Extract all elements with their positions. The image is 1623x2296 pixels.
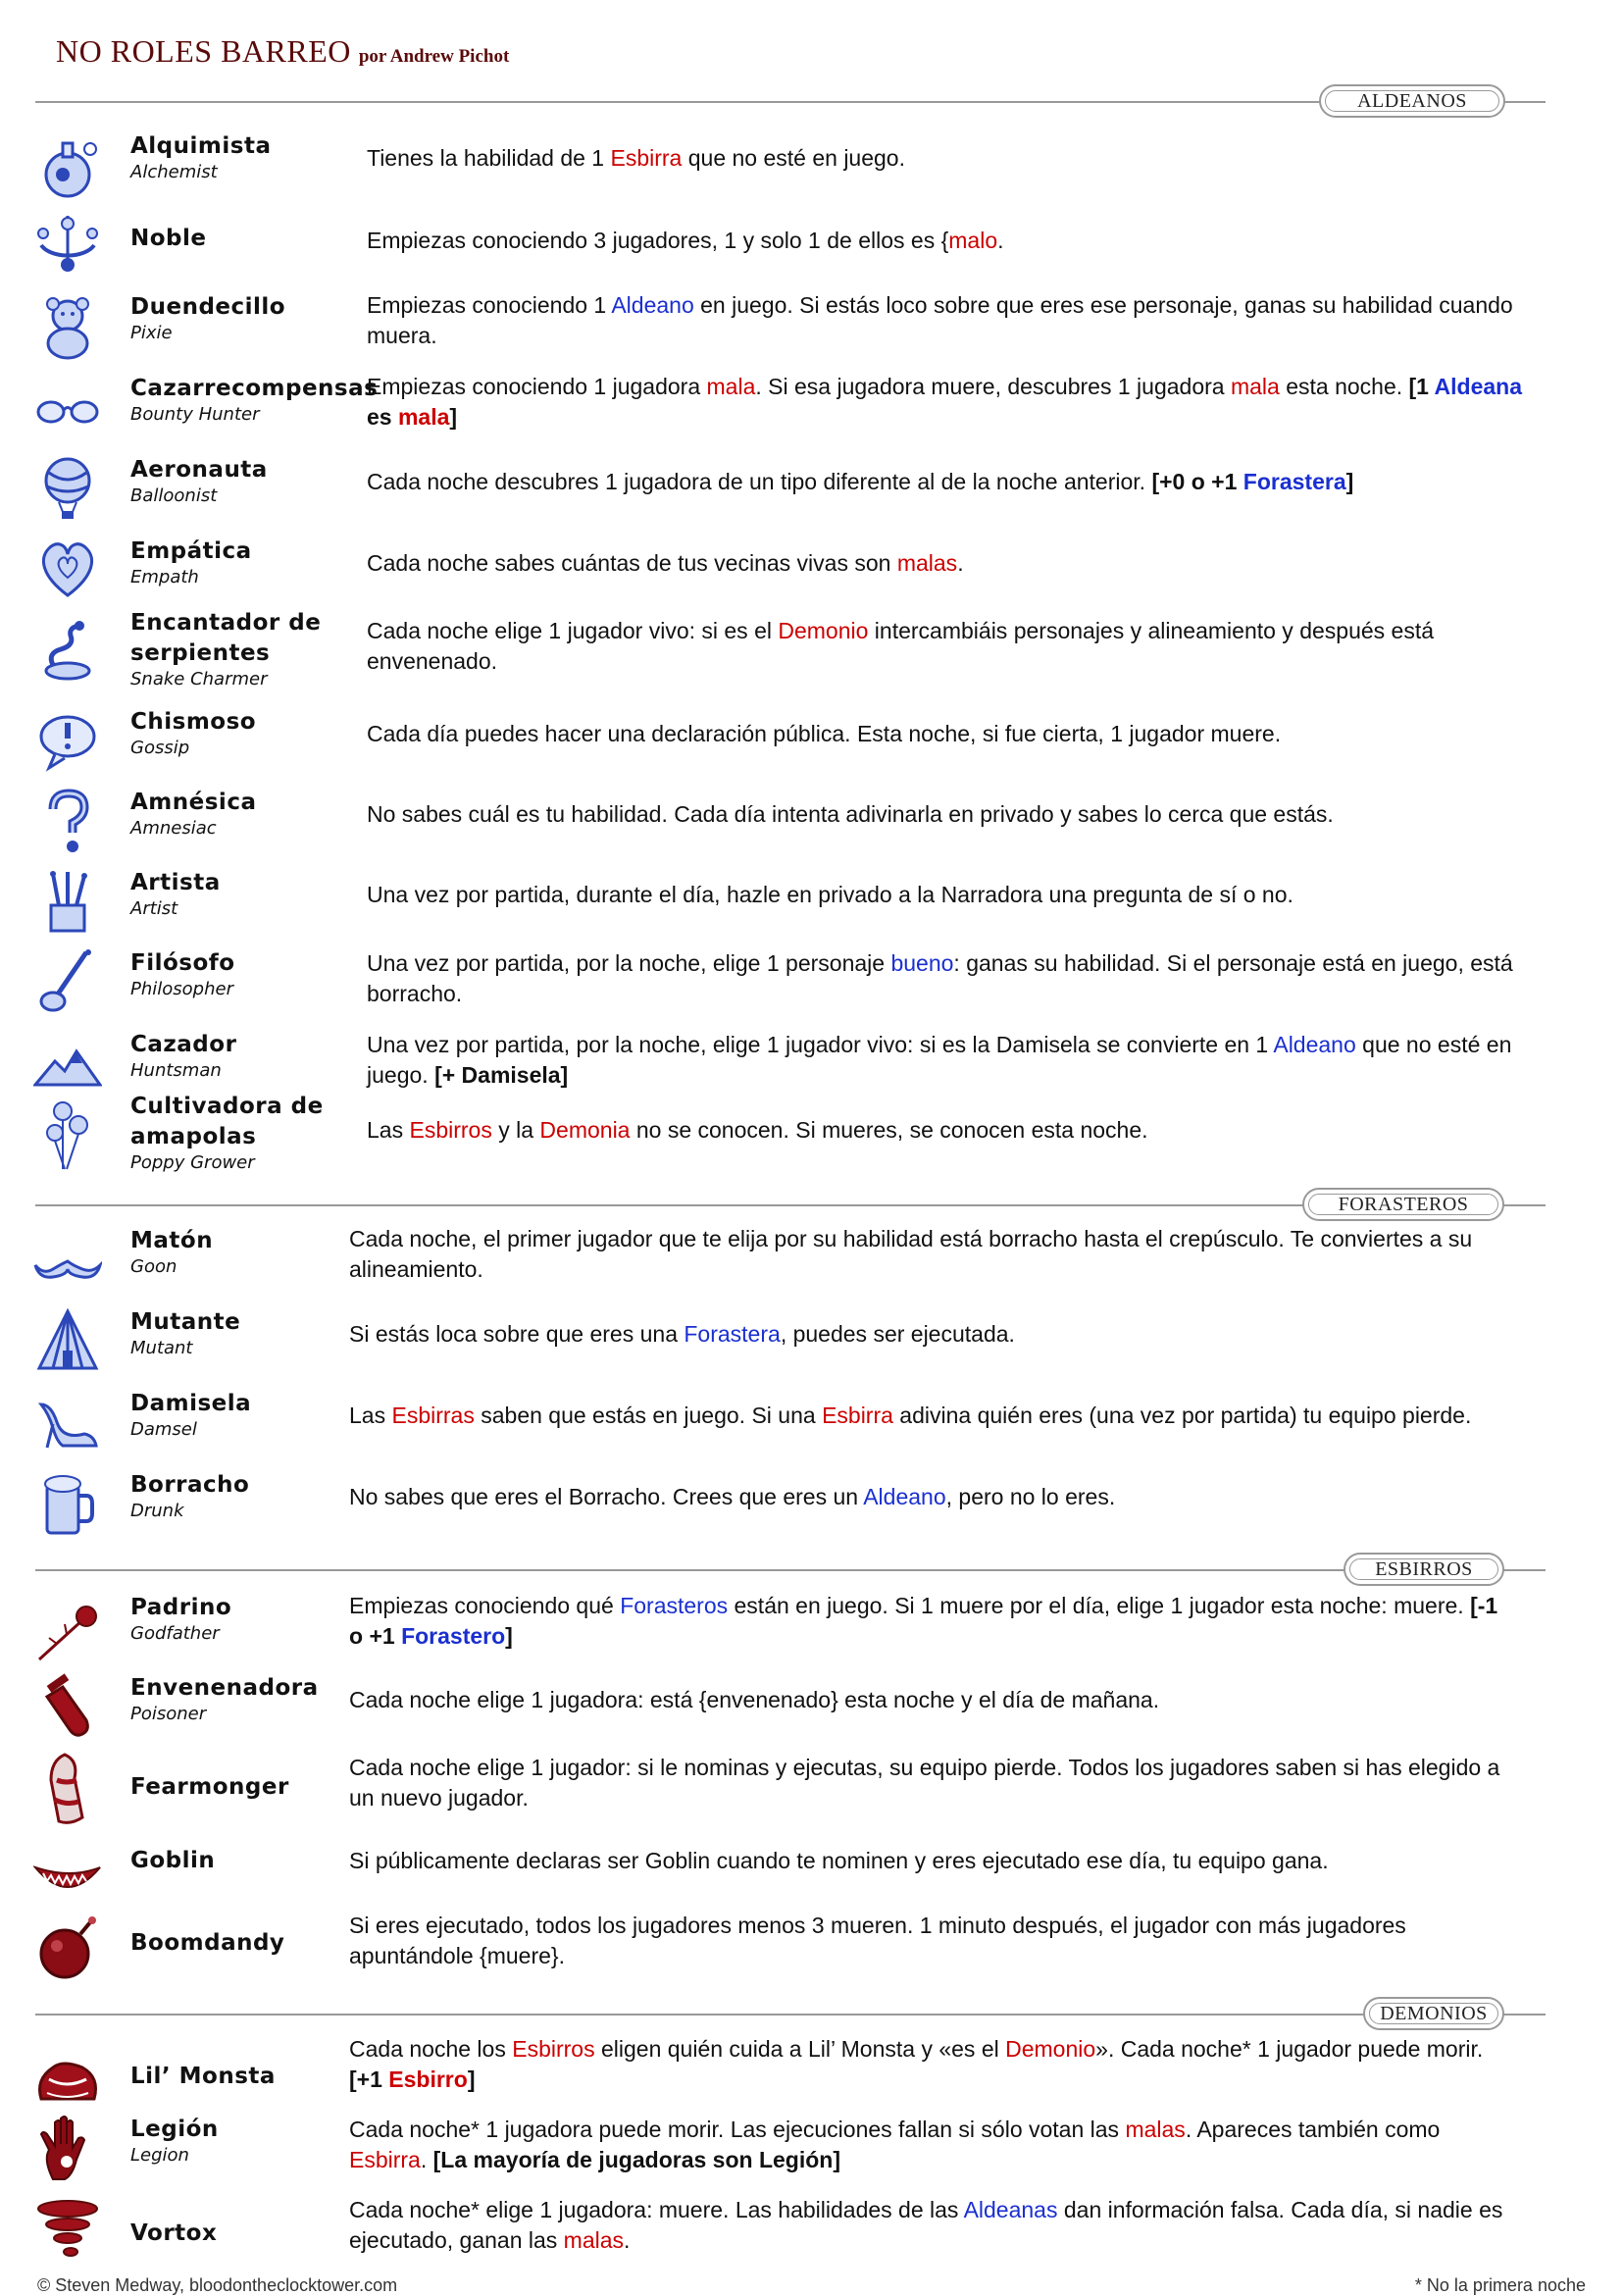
role-ability: Cada noche los Esbirros eligen quién cuida a Lil’ Monsta y «es el Demonio». Cada noche* 1 jugador puede morir. [+1 Esbirro] (349, 2036, 1484, 2092)
vial-icon (33, 1673, 102, 1742)
role-name: Envenenadora Poisoner (130, 1675, 319, 1724)
role-ability: Si públicamente declaras ser Goblin cuando te nominen y eres ejecutado ese día, tu equipo gana. (349, 1848, 1329, 1873)
heart-icon (33, 535, 102, 603)
role-name: Alquimista Alchemist (130, 133, 272, 182)
role-name: Boomdandy (130, 1930, 285, 1956)
circus-tent-icon (33, 1307, 102, 1376)
role-name: Artista Artist (130, 870, 221, 919)
script-author: por Andrew Pichot (358, 46, 510, 67)
role-name: Padrino Godfather (130, 1595, 232, 1644)
copyright-footer: © Steven Medway, bloodontheclocktower.com (37, 2275, 398, 2295)
role-ability: Si estás loca sobre que eres una Forastera, puedes ser ejecutada. (349, 1321, 1015, 1347)
role-name: Cultivadora de amapolas Poppy Grower (130, 1094, 324, 1173)
section-tag-aldeanos: ALDEANOS (1319, 84, 1505, 118)
vortex-icon (33, 2197, 102, 2266)
potion-icon (33, 131, 102, 200)
role-ability: Empiezas conociendo 3 jugadores, 1 y solo 1 de ellos es {malo. (367, 228, 1004, 253)
role-name: Lil’ Monsta (130, 2064, 276, 2089)
teddy-bear-icon (33, 292, 102, 361)
snake-icon (33, 616, 102, 685)
role-name: Matón Goon (130, 1228, 214, 1277)
role-ability: Cada noche* elige 1 jugadora: muere. Las habilidades de las Aldeanas dan información falsa. Cada día, si nadie es ejecutado, ganan las malas. (349, 2197, 1503, 2253)
role-ability: Cada día puedes hacer una declaración pública. Esta noche, si fue cierta, 1 jugador muere. (367, 721, 1282, 746)
section-tag-esbirros: ESBIRROS (1344, 1553, 1504, 1586)
role-name: Legión Legion (130, 2117, 219, 2166)
role-ability: Las Esbirras saben que estás en juego. Si una Esbirra adivina quién eres (una vez por partida) tu equipo pierde. (349, 1403, 1472, 1428)
role-name: Damisela Damsel (130, 1391, 252, 1440)
section-divider-demonios (35, 2014, 1546, 2015)
role-ability: Empiezas conociendo qué Forasteros están en juego. Si 1 muere por el día, elige 1 jugador esta noche: muere. [-1 o +1 Forastero] (349, 1593, 1498, 1649)
beer-mug-icon (33, 1470, 102, 1539)
monster-icon (33, 2044, 102, 2113)
glass-slipper-icon (33, 1389, 102, 1457)
role-ability: Si eres ejecutado, todos los jugadores menos 3 mueren. 1 minuto después, el jugador con más jugadores apuntándole {muere}. (349, 1913, 1406, 1968)
role-ability: Tienes la habilidad de 1 Esbirra que no esté en juego. (367, 145, 905, 171)
role-ability: Las Esbirros y la Demonia no se conocen. Si mueres, se conocen esta noche. (367, 1117, 1148, 1143)
role-ability: Una vez por partida, durante el día, hazle en privado a la Narradora una pregunta de sí o no. (367, 882, 1293, 907)
role-ability: Cada noche* 1 jugadora puede morir. Las ejecuciones fallan si sólo votan las malas. Apareces también como Esbirra. [La mayoría de jugadoras son Legión] (349, 2117, 1441, 2172)
role-ability: Empiezas conociendo 1 jugadora mala. Si esa jugadora muere, descubres 1 jugadora mala esta noche. [1 Aldeana es mala] (367, 374, 1522, 430)
role-name: Empática Empath (130, 538, 252, 587)
role-name: Fearmonger (130, 1774, 289, 1800)
role-name: Duendecillo Pixie (130, 294, 286, 343)
role-name: Vortox (130, 2220, 218, 2246)
mustache-icon (33, 1230, 102, 1299)
role-ability: Cada noche elige 1 jugador: si le nominas y ejecutas, su equipo pierde. Todos los jugadores saben si has elegido a un nuevo jugador. (349, 1755, 1500, 1811)
role-ability: Una vez por partida, por la noche, elige 1 personaje bueno: ganas su habilidad. Si el personaje está en juego, está borracho. (367, 950, 1513, 1006)
rose-icon (33, 1601, 102, 1669)
role-name: Mutante Mutant (130, 1309, 241, 1358)
role-ability: Cada noche elige 1 jugadora: está {envenenado} esta noche y el día de mañana. (349, 1687, 1160, 1712)
role-ability: Cada noche sabes cuántas de tus vecinas vivas son malas. (367, 550, 964, 576)
role-name: Filósofo Philosopher (130, 950, 235, 999)
section-tag-forasteros: FORASTEROS (1302, 1188, 1504, 1221)
grin-icon (33, 1846, 102, 1914)
first-night-note: * No la primera noche (1414, 2275, 1586, 2295)
page-title (56, 33, 509, 70)
role-ability: Cada noche elige 1 jugador vivo: si es el Demonio intercambiáis personajes y alineamiento y después está envenenado. (367, 618, 1435, 674)
role-name: Cazarrecompensas Bounty Hunter (130, 376, 379, 425)
pipe-icon (33, 948, 102, 1017)
role-name: Goblin (130, 1848, 216, 1873)
role-name: Noble (130, 226, 207, 251)
mountains-icon (33, 1034, 102, 1102)
script-title: NO ROLES BARREO (56, 33, 351, 69)
role-name: Cazador Huntsman (130, 1032, 237, 1081)
glasses-icon (33, 378, 102, 446)
role-ability: Empiezas conociendo 1 Aldeano en juego. Si estás loco sobre que eres ese personaje, ganas su habilidad cuando muera. (367, 292, 1513, 348)
flower-icon (33, 1096, 102, 1174)
role-ability: No sabes cuál es tu habilidad. Cada día intenta adivinarla en privado y sabes lo cerca que estás. (367, 801, 1334, 827)
section-tag-demonios: DEMONIOS (1363, 1997, 1504, 2030)
role-name: Borracho Drunk (130, 1472, 250, 1521)
role-name: Chismoso Gossip (130, 709, 257, 758)
role-ability: Cada noche descubres 1 jugadora de un tipo diferente al de la noche anterior. [+0 o +1 Forastera] (367, 469, 1354, 494)
chandelier-icon (33, 210, 102, 279)
role-ability: Cada noche, el primer jugador que te elija por su habilidad está borracho hasta el crepúsculo. Te conviertes a su alineamiento. (349, 1226, 1473, 1282)
balloon-icon (33, 453, 102, 522)
role-name: Amnésica Amnesiac (130, 790, 257, 839)
speech-bubble-icon (33, 707, 102, 776)
role-ability: No sabes que eres el Borracho. Crees que eres un Aldeano, pero no lo eres. (349, 1484, 1116, 1509)
bloody-figure-icon (33, 1751, 102, 1829)
question-mark-icon (33, 788, 102, 856)
paintbrush-icon (33, 868, 102, 937)
role-name: Aeronauta Balloonist (130, 457, 268, 506)
section-divider-esbirros (35, 1569, 1546, 1571)
bomb-icon (33, 1913, 102, 1981)
role-name: Encantador de serpientes Snake Charmer (130, 610, 322, 689)
role-ability: Una vez por partida, por la noche, elige 1 jugador vivo: si es la Damisela se convierte en 1 Aldeano que no esté en juego. [+ Damisela] (367, 1032, 1512, 1088)
bloody-hand-icon (33, 2115, 102, 2183)
